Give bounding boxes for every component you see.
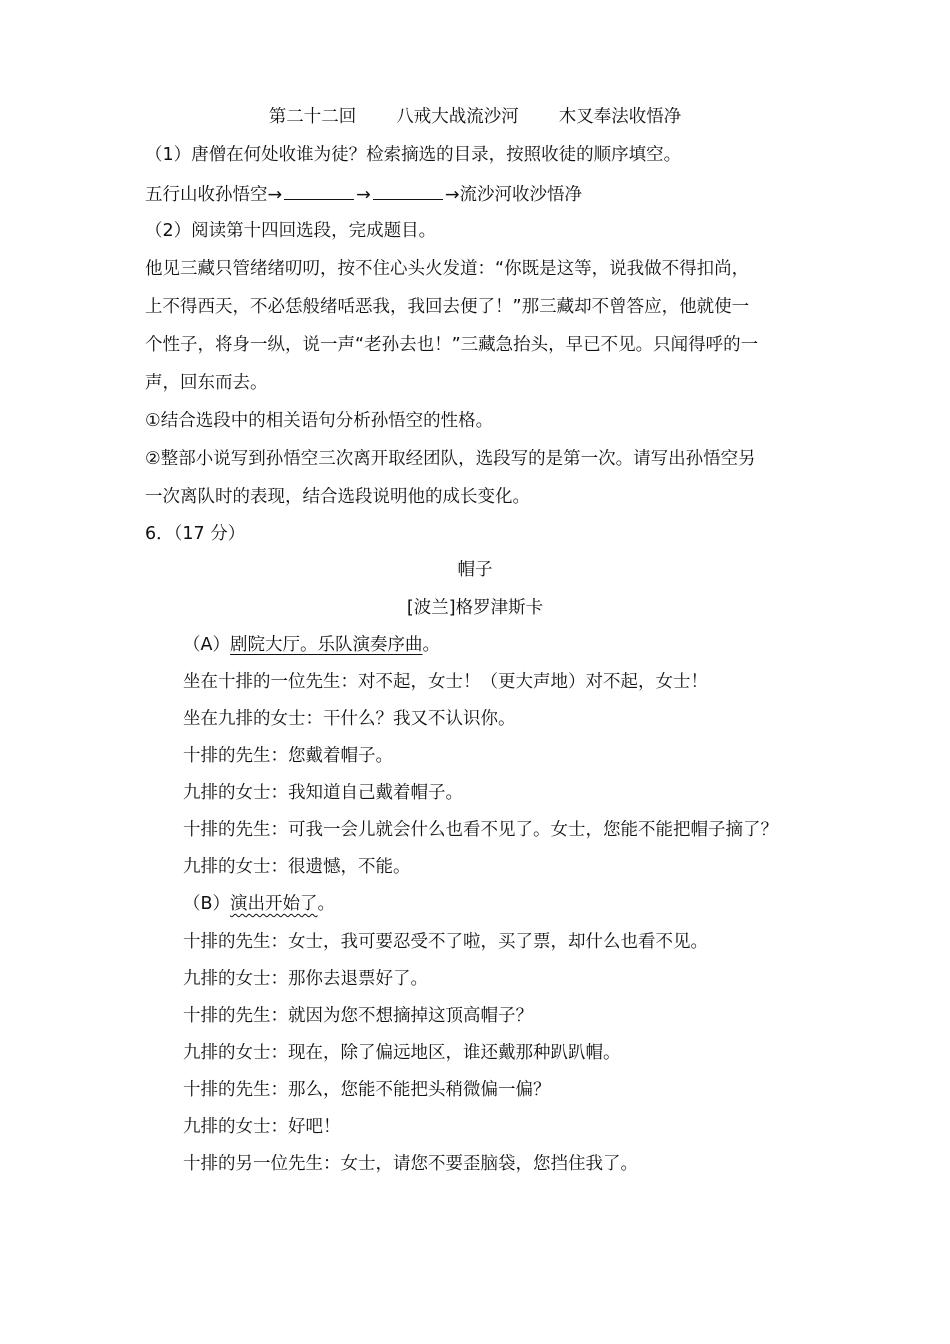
dialogue-line: 十排的先生：就因为您不想摘掉这顶高帽子？ <box>183 1006 533 1026</box>
dialogue-line: 九排的女士：很遗憾，不能。 <box>183 857 411 877</box>
dialogue-line: 十排的另一位先生：女士，请您不要歪脑袋，您挡住我了。 <box>183 1154 638 1174</box>
dialogue-line: 十排的先生：女士，我可要忍受不了啦，买了票，却什么也看不见。 <box>183 932 708 952</box>
section-b-stage-direction: 演出开始了 <box>230 894 318 914</box>
question-1-sequence <box>145 181 582 207</box>
section-a-period: 。 <box>422 635 440 655</box>
dialogue-line: 九排的女士：我知道自己戴着帽子。 <box>183 783 463 803</box>
chapter-number: 第二十二回 <box>268 107 357 127</box>
answer-blank-1[interactable] <box>284 181 354 200</box>
passage-line: 他见三藏只管绪绪叨叨，按不住心头火发道：“你既是这等，说我做不得扣尚， <box>145 259 750 279</box>
answer-blank-2[interactable] <box>373 181 443 200</box>
dialogue-line: 九排的女士：那你去退票好了。 <box>183 969 428 989</box>
chapter-couplet-1: 八戒大战流沙河 <box>396 107 519 127</box>
sub-question-2-line: 一次离队时的表现，结合选段说明他的成长变化。 <box>145 487 530 507</box>
sub-question-1: ①结合选段中的相关语句分析孙悟空的性格。 <box>145 411 494 431</box>
arrow-icon: → <box>267 185 283 205</box>
chapter-title <box>0 105 950 129</box>
dialogue-line: 坐在九排的女士：干什么？我又不认识你。 <box>183 709 516 729</box>
passage-line: 个性子，将身一纵，说一声“老孙去也！”三藏急抬头，早已不见。只闻得呼的一 <box>145 335 759 355</box>
dialogue-line: 坐在十排的一位先生：对不起，女士！（更大声地）对不起，女士！ <box>183 672 708 692</box>
passage-line: 声，回东而去。 <box>145 373 268 393</box>
dialogue-line: 十排的先生：您戴着帽子。 <box>183 746 393 766</box>
section-b-period: 。 <box>317 894 336 914</box>
question-1-prompt: （1）唐僧在何处收谁为徒？检索摘选的目录，按照收徒的顺序填空。 <box>145 145 682 165</box>
passage-line: 上不得西天，不必恁般绪咶恶我，我回去便了！”那三藏却不曾答应，他就使一 <box>145 297 750 317</box>
section-b-heading <box>183 892 335 916</box>
sub-question-2-line: ②整部小说写到孙悟空三次离开取经团队，选段写的是第一次。请写出孙悟空另 <box>145 449 756 469</box>
chapter-couplet-2: 木叉奉法收悟净 <box>558 107 682 127</box>
section-a-heading <box>183 633 440 657</box>
dialogue-line: 九排的女士：现在，除了偏远地区，谁还戴那种趴趴帽。 <box>183 1043 621 1063</box>
section-a-stage-direction: 剧院大厅。乐队演奏序曲 <box>229 635 423 655</box>
question-6-number: 6．（17 分） <box>145 524 246 544</box>
play-title: 帽子 <box>457 560 493 580</box>
section-b-label: （B） <box>183 894 231 914</box>
arrow-icon: → <box>444 185 460 205</box>
sequence-start: 五行山收孙悟空 <box>145 185 268 205</box>
section-a-label: （A） <box>183 635 230 655</box>
dialogue-line: 九排的女士：好吧！ <box>183 1117 341 1137</box>
arrow-icon: → <box>356 185 371 205</box>
dialogue-line: 十排的先生：那么，您能不能把头稍微偏一偏？ <box>183 1080 551 1100</box>
sequence-end: 流沙河收沙悟净 <box>459 185 583 205</box>
question-2-prompt: （2）阅读第十四回选段，完成题目。 <box>145 221 437 241</box>
play-author: [波兰]格罗津斯卡 <box>406 598 544 618</box>
dialogue-line: 十排的先生：可我一会儿就会什么也看不见了。女士，您能不能把帽子摘了？ <box>183 820 778 840</box>
